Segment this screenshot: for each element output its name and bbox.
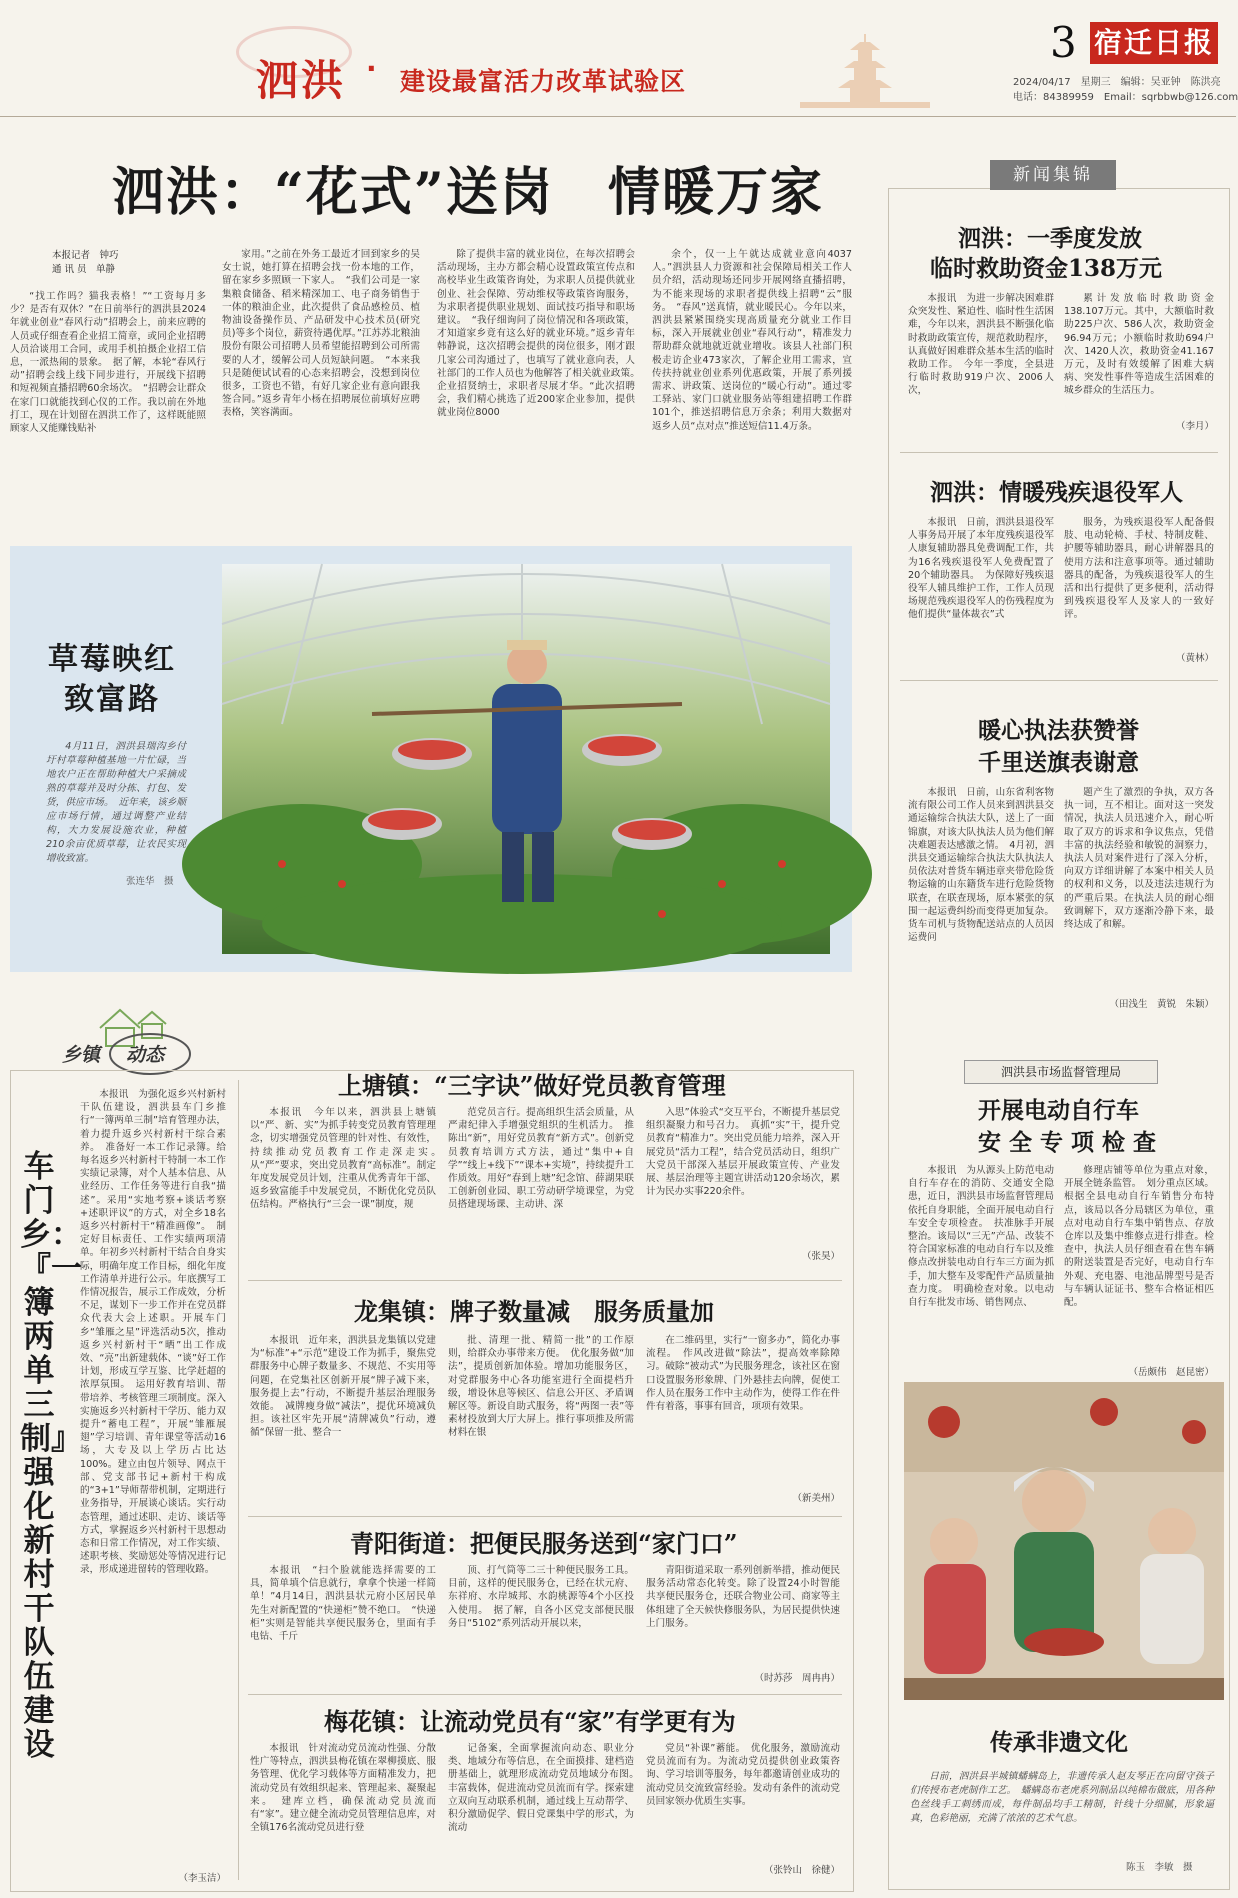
b3-col-2: 题产生了激烈的争执，双方各执一词，互不相让。面对这一突发情况，执法人员迅速介入，耐心听取了双方的诉求和争议焦点，凭借丰富的执法经验和敏锐的洞察力，执法人员对案件进行了深入分析，向双方详细讲解了本案中相关人员的权利和义务，以及违法违规行为的严重后果。在执法人员的耐心细致调解下，双方逐渐冷静下来，最终达成了和解。	[1064, 787, 1214, 931]
a3-col-3: 青阳街道采取一系列创新举措，推动便民服务活动常态化转变。除了设置24小时智能共享便民服务仓，还联合物业公司、商家等主体组建了全天候快修服务队，为居民提供快速上门服务。	[646, 1565, 840, 1629]
contact-line: 电话：84389959 Email：sqrbbwb@126.com	[1013, 92, 1238, 103]
a3-divider	[248, 1694, 842, 1695]
b3-col-1: 本报讯 日前，山东省利客物流有限公司工作人员来到泗洪县交通运输综合执法大队，送上了一面锦旗，对该大队执法人员为他们解决难题表达感激之情。 4月初，泗洪县交通运输综合执法大队执法人员依法对普货车辆违章夹带危险货物运输的山东籍货车进行危险货物联查，在联查现场，原本紧张的氛围一起运费纠纷而变得更加复杂。货车司机与货物配送站点的人员因运费问	[908, 787, 1054, 944]
a2-credit: （新美州）	[792, 1493, 840, 1504]
a4-title: 梅花镇：让流动党员有“家”有学更有为	[324, 1707, 736, 1736]
b3-credit: （田浅生 黄锐 朱颖）	[1109, 999, 1214, 1010]
a1-divider	[248, 1280, 842, 1281]
pagoda-graphic	[790, 30, 940, 116]
masthead-rule	[0, 116, 1236, 117]
b2-col-2: 服务，为残疾退役军人配备假肢、电动轮椅、手杖、特制皮鞋、护腰等辅助器具，耐心讲解器具的使用方法和注意事项等。通过辅助器具的配备，为残疾退役军人的生活和出行提供了更多便利，活动得到残疾退役军人及家人的一致好评。	[1064, 517, 1214, 621]
b4-credit: （岳颇伟 赵昆密）	[1128, 1367, 1214, 1378]
brief-column-header-label: 新闻集锦	[1013, 165, 1093, 185]
photo-feature-title-1: 草莓映红	[48, 642, 176, 677]
a4-col-3: 党员“补课”蓄能。 优化服务，激励流动党员流而有为。为流动党员提供创业政策咨询、学习培训等服务，每年都邀请创业成功的流动党员交流致富经验。发动有条件的流动党员回家领办优质生实事。	[646, 1743, 840, 1807]
a2-col-3: 在二维码里，实行“一窗多办”，简化办事流程。 作风改进做“除法”，提高效率除障习。破除“被动式”为民服务理念，该社区在窗口设置服务形象牌、门外悬挂去向牌，促使工作人员在服务工作中主动作为，使得工作在件件有着落，事事有回音，项项有效果。	[646, 1335, 840, 1413]
lead-col-4: 余个，仅一上午就达成就业意向4037人。”泗洪县人力资源和社会保障局相关工作人员介绍，活动现场还同步开展网络直播招聘，为不能来现场的求职者提供线上招聘“云”服务。 “春风”送真情，就业暖民心。今年以来，泗洪县紧紧围绕实现高质量充分就业工作目标，深入开展就业创业“春风行动”，精准发力帮助群众就地就近就业增收。该县人社部门积极走访企业473家次，了解企业用工需求，宣传扶持就业创业系列优惠政策，开展了系列援需求、讲政策、送岗位的“暖心行动”。通过零工驿站、家门口就业服务站等组建招聘工作群101个，推送招聘信息万余条；利用大数据对返乡人员“点对点”推送短信11.4万条。	[652, 249, 852, 432]
b4-title-1: 开展电动自行车	[978, 1097, 1139, 1124]
section-slogan: 建设最富活力改革试验区	[400, 67, 687, 96]
a4-col-1: 本报讯 针对流动党员流动性强、分散性广等特点，泗洪县梅花镇在翠柳摸底、服务管理、优化学习载体等方面精准发力，把流动党员有效组织起来、管理起来、凝聚起来。 建库立档，确保流动党员流而有“家”。建立健全流动党员管理信息库，对全镇176名流动党员进行登	[250, 1743, 436, 1834]
a2-title: 龙集镇：牌子数量减 服务质量加	[354, 1297, 714, 1326]
page-number: 3	[1050, 18, 1077, 67]
b2-title: 泗洪：情暖残疾退役军人	[930, 479, 1183, 506]
b1-col-2: 累计发放临时救助资金138.107万元。其中，大额临时救助225户次、586人次，救助资金96.94万元；小额临时救助694户次、1420人次，救助资金41.167万元，及时有效缓解了困难大病病、突发性事件等造成生活困难的城乡群众的生活压力。	[1064, 293, 1214, 397]
photo-feature-title-2: 致富路	[64, 682, 160, 717]
b2-divider	[900, 680, 1218, 681]
photo-feature-caption: 4月11日，泗洪县瑞沟乡付圩村草莓种植基地一片忙碌，当地农户正在帮助种植大户采摘成熟的草莓并及时分拣、打包、发货，供应市场。 近年来，该乡顺应市场行情，通过调整产业结构，大力发展设施农业，种植210余亩优质草莓，让农民实现增收致富。	[46, 741, 186, 864]
a1-col-2: 范党员言行。提高组织生活会质量，从严肃纪律入手增强党组织的生机活力。 推陈出“新”，用好党员教育“新方式”。创新党员教育培训方式方法，通过“集中+自学”“线上+线下”“课本+实境”，持续提升工作质效。用好“春到上塘”纪念馆、薛湖果联工创新创业园、职工劳动研学境课堂，为党员搭建现场课、主动讲、深	[448, 1107, 634, 1211]
a3-col-1: 本报讯 “扫个脸就能选择需要的工具，简单填个信息就行，拿拿个快递一样简单！”4月14日，泗洪县状元府小区居民单先生对新配置的“快递柜”赞不绝口。 “快递柜”实则是智能共享便民服务仓，里面有手电钻、千斤	[250, 1565, 436, 1643]
a3-title: 青阳街道：把便民服务送到“家门口”	[350, 1529, 738, 1558]
brief-column-header	[990, 160, 1116, 190]
lead-byline-correspondent: 通 讯 员 单静	[52, 264, 116, 275]
b2-credit: （黄林）	[1175, 653, 1214, 664]
lead-byline-reporter: 本报记者 钟巧	[52, 250, 119, 261]
b1-col-1: 本报讯 为进一步解决困难群众突发性、紧迫性、临时性生活困难，今年以来，泗洪县不断强化临时救助政策宣传，规范救助程序，认真做好困难群众基本生活的临时救助工作。 今年一季度，全县进行临时救助919户次、2006人次，	[908, 293, 1054, 397]
heritage-caption: 日前，泗洪县半城镇蟠螨岛上，非遗传承人赵友琴正在向留守孩子们传授布老虎制作工艺。 蟠螨岛布老虎系列制品以纯棉布做底，用各种色丝线手工刺绣而成，每件制品均手工精制，针线十分细腻，形象逼真，色彩艳丽，充满了浓浓的艺术气息。	[910, 1771, 1214, 1824]
lead-col-3: 除了提供丰富的就业岗位，在每次招聘会活动现场，主办方都会精心设置政策宣传点和高校毕业生政策咨询处，为求职人员提供就业创业、社会保障、劳动维权等政策咨询服务，为求职者提供职业规划、面试技巧指导和职场建议。 “我仔细询问了岗位情况和各项政策，才知道家乡竟有这么好的就业环境。”返乡青年韩静说，这次招聘会提供的岗位很多，刚才跟几家公司沟通过了，也填写了就业意向表，人社部门的工作人员也为他解答了相关就业政策。 企业招贤纳士，求职者尽展才华。“此次招聘会，我们精心挑选了近200家企业参加，提供就业岗位8000	[437, 249, 645, 419]
a3-col-2: 顶、打气筒等二三十种便民服务工具。目前，这样的便民服务仓，已经在状元府、东祥府、水岸城邦、水韵桃源等4个小区投入使用。 据了解，自各小区党支部便民服务日“5102”系列活动开展以来，	[448, 1565, 634, 1629]
strawberry-greenhouse-photo	[222, 564, 830, 954]
b1-title-1: 泗洪：一季度发放	[958, 225, 1142, 252]
b2-col-1: 本报讯 日前，泗洪县退役军人事务局开展了本年度残疾退役军人康复辅助器具免费调配工作，共为16名残疾退役军人免费配置了20个辅助器具。 为保障好残疾退役军人辅具维护工作，工作人员现场规范残疾退役军人的伤残程度为他们提供“量体裁衣”式	[908, 517, 1054, 621]
paper-logo	[1090, 22, 1218, 64]
chemen-credit: （李玉洁）	[178, 1873, 226, 1884]
photo-feature-credit: 张连华 摄	[126, 876, 174, 887]
heritage-credit: 陈玉 李敏 摄	[1126, 1862, 1193, 1873]
a4-credit: （张铃山 徐健）	[763, 1865, 840, 1876]
b3-title-2: 千里送旗表谢意	[978, 749, 1139, 776]
town-logo-text-1: 乡镇	[62, 1044, 101, 1066]
b1-credit: （李月）	[1175, 421, 1214, 432]
b4-col-1: 本报讯 为从源头上防范电动自行车存在的消防、交通安全隐患，近日，泗洪县市场监督管理局依托自身职能，全面开展电动自行车安全专项检查。 扶准脉手开展整治。该局以“三无”产品、改装不符合国家标准的电动自行车以及维修点改拼装电动自行车三方面为抓手，加大整车及零配件产品质量抽查力度。 明确检查对象。以电动自行车批发市场、销售网点、	[908, 1165, 1054, 1309]
a2-col-2: 批、清理一批、精简一批”的工作原则，给群众办事带来方便。 优化服务做“加法”，提质创新加体验。增加功能服务区，对党群服务中心各功能室进行全面提档升级，增设休息等候区、信息公开区、矛盾调解区等。新设自助式服务，将“两图一表”等素材投放到大厅大屏上。推行事项推及所需材料在银	[448, 1335, 634, 1439]
b4-dept-banner	[964, 1060, 1158, 1084]
b4-col-2: 修理店铺等单位为重点对象，开展全链条监管。 划分重点区域。根据全县电动自行车销售分布特点，该局以各分局辖区为单位，重点对电动自行车集中销售点、存放仓库以及集中维修点进行排查。检查中，执法人员仔细查看在售车辆的附送装置是否完好，电动自行车外观、充电器、电池品牌型号是否与车辆认证证书、整车合格证相匹配。	[1064, 1165, 1214, 1309]
paper-name: 宿迁日报	[1093, 26, 1214, 59]
b1-title-2: 临时救助资金138万元	[930, 255, 1163, 282]
lead-headline: 泗洪：“花式”送岗 情暖万家	[112, 162, 824, 223]
masthead	[0, 0, 1236, 118]
b4-dept-label: 泗洪县市场监督管理局	[1000, 1065, 1121, 1079]
lead-col-2: 家用。”之前在外务工最近才回到家乡的吴女士说，她打算在招聘会找一份本地的工作，留在家乡多照顾一下家人。 “我们公司是一家集粮食储备、稻米精深加工、电子商务销售于一体的粮油企业，此次提供了食品感检员、植物油设备操作员、产品研发中心技术员(研究员)等多个岗位，薪资待遇优厚。”江苏苏北粮油股份有限公司招聘人员希望能招聘到公司所需要的人才，缓解公司人员短缺问题。 “本来我只是随便试试看的心态来招聘会，没想到岗位很多，工资也不错，有好几家企业有意向跟我签合同。”返乡青年小杨在招聘展位前填好应聘表格，笑容满面。	[222, 249, 420, 419]
town-logo-text-2: 动态	[126, 1044, 165, 1066]
a3-credit: （时苏莎 周冉冉）	[754, 1673, 840, 1684]
town-col-divider	[238, 1080, 239, 1880]
a1-title: 上塘镇：“三字诀”做好党员教育管理	[338, 1071, 726, 1100]
a1-col-1: 本报讯 今年以来，泗洪县上塘镇以“严、新、实”为抓手转变党员教育管理理念，切实增强党员管理的针对性、有效性，持续推动党员教育工作走深走实。 从“严”要求，突出党员教育“高标准”。制定年度发展党员计划，注重从优秀青年干部、返乡致富能手中发展党员，不断优化党员队伍结构。严格执行“三会一课”制度，规	[250, 1107, 446, 1211]
a1-credit: （张昊）	[801, 1251, 840, 1262]
a1-col-3: 入思”体验式“交互平台，不断提升基层党组织凝聚力和号召力。 真抓“实”干，提升党员教育“精准力”。突出党员能力培养，深入开展党员“活力工程”，结合党员活动日，组织广大党员干部深入基层开展政策宣传、产业发展、基层治理等主题宣讲活动120余场次，累计为民办实事220余件。	[646, 1107, 840, 1198]
chemen-body: 本报讯 为强化返乡兴村新村干队伍建设，泗洪县车门乡推行“一簿两单三制”培育管理办法，着力提升返乡兴村新村干综合素养。 准备好一本工作记录簿。给每名返乡兴村新村干特制一本工作实绩记录簿，对个人基本信息、从业经历、工作任务等进行自我“描述”。采用“实地考察+谈话考察+述职评议”的方式，对全乡18名返乡兴村新村干“精准画像”。 制定好目标责任、工作实绩两项清单。年初乡兴村新村干结合自身实际，明确年度工作目标，细化年度工作清单并进行公示。年底撰写工作情况报告，展示工作成效，分析不足，谋划下一步工作并在党员群众代表大会上述职。开展车门乡“雏雁之星”评选活动5次，推动返乡兴村新村干“晒”出工作成效、“亮”出新建载体、“谈”好工作计划，形成互学互鉴、比学赶超的浓厚氛围。 运用好教育培训、帮带培养、考核管理三项制度。深入实施返乡兴村新村干学历、能力双提升“蓄电工程”，开展“雏雁展翅”学习培训、青年课堂等活动16场，大专及以上学历占比达100%。建立由包片领导、网点干部、党支部书记+新村干构成的“3+1”导师帮带机制，定期进行业务指导，开展谈心谈话。实行动态管理，通过述职、走访、谈话等方式，掌握返乡兴村新村干思想动态和日常工作情况，对工作实绩、述职考核、奖励惩处等情况进行记录，形成递进留转的管理收路。	[80, 1089, 226, 1576]
section-dot: ·	[366, 52, 377, 85]
heritage-photo	[904, 1382, 1224, 1700]
b1-divider	[900, 452, 1218, 453]
a2-divider	[248, 1516, 842, 1517]
lead-col-1: “找工作吗？猫我表格！”“工资每月多少？是否有双休？”在日前举行的泗洪县2024年就业创业“春风行动”招聘会上，前来应聘的人员或仔细查看企业招工简章，或同企业招聘人员洽谈用工合同，或用手机拍摄企业招工信息，一派热闹的景象。 据了解，本轮“春风行动”招聘会线上线下同步进行，开展线下招聘和短视频直播招聘60余场次。 “招聘会让群众在家门口就能找到心仪的工作。我以前在外地打工，现在计划留在泗洪工作了，这样既能照顾家人又能赚钱贴补	[10, 291, 206, 435]
b4-title-2: 安 全 专 项 检 查	[978, 1129, 1157, 1156]
b3-title-1: 暖心执法获赞誉	[978, 717, 1139, 744]
heritage-title: 传承非遗文化	[990, 1729, 1128, 1756]
a4-col-2: 记备案，全面掌握流向动态、职业分类、地域分布等信息，在全面摸排、建档造册基础上，就理形成流动党员地域分布图。 丰富载体，促进流动党员流而有学。探索建立双向互动联系机制，通过线上互动帮学、积分激励促学、假日党课集中学的形式，为流动	[448, 1743, 644, 1834]
date-editor-line: 2024/04/17 星期三 编辑：吴亚钟 陈洪亮	[1013, 77, 1221, 88]
a2-col-1: 本报讯 近年来，泗洪县龙集镇以党建为“标准”+“示范”建设工作为抓手，聚焦党群服务中心牌子数量多、不规范、不实用等问题，在党集社区创新开展“牌子减下来，服务提上去”行动，不断提升基层治理服务效能。 减牌瘦身做“减法”，提优环境减负担。该社区牢先开展“清牌减负”行动，遵循“保留一批、整合一	[250, 1335, 436, 1439]
section-name: 泗洪	[256, 56, 347, 105]
chemen-title: 车门乡：『一簿两单三制』强化新村干队伍建设	[20, 1149, 82, 1763]
